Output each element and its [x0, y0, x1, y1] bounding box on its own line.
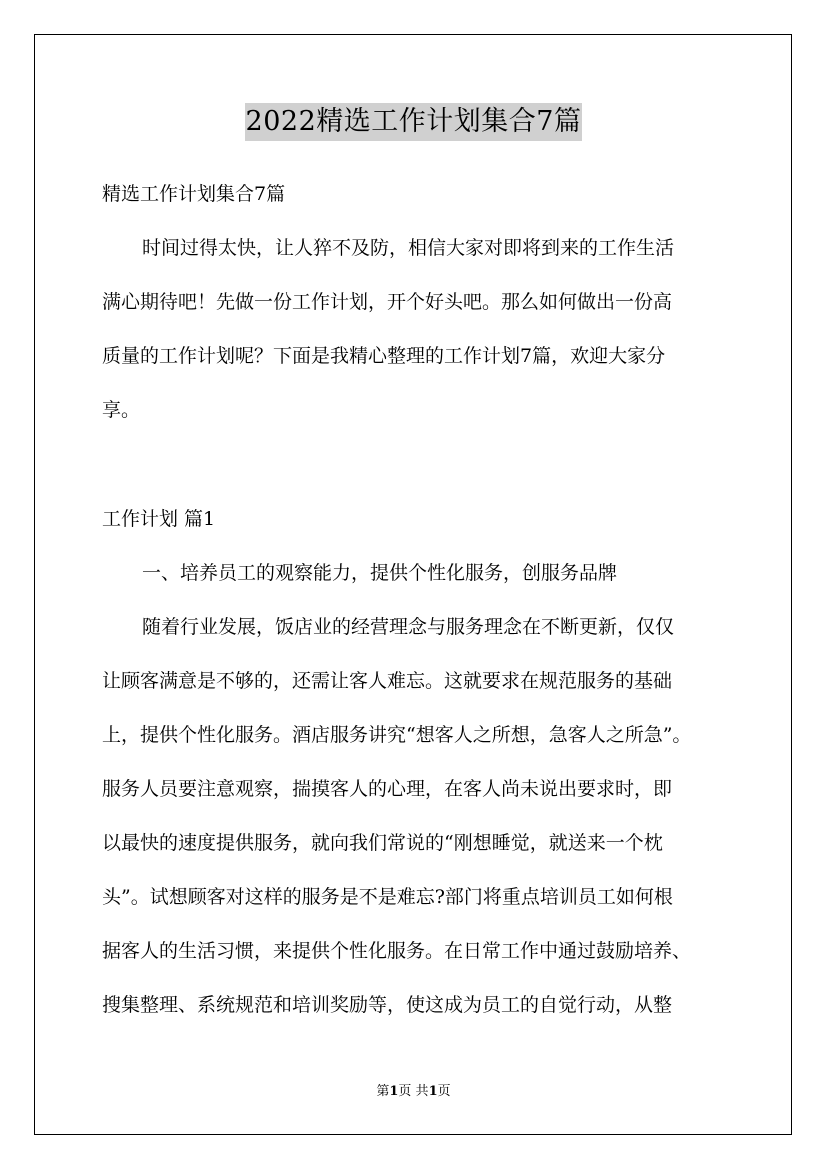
- footer-suffix: 页: [437, 1084, 451, 1099]
- text-line: 搜集整理、系统规范和培训奖励等，使这成为员工的自觉行动，从整: [102, 994, 673, 1016]
- text-line: 时间过得太快，让人猝不及防，相信大家对即将到来的工作生活: [142, 237, 675, 259]
- text-line: 服务人员要注意观察，揣摸客人的心理，在客人尚未说出要求时，即: [102, 778, 673, 800]
- subtitle-line: 精选工作计划集合7篇: [102, 183, 286, 205]
- section-heading: 工作计划 篇1: [102, 508, 216, 530]
- text-line: 以最快的速度提供服务，就向我们常说的“刚想睡觉，就送来一个枕: [102, 832, 663, 854]
- footer-prefix: 第: [376, 1084, 390, 1099]
- footer-mid: 页 共: [398, 1084, 429, 1099]
- text-line: 一、培养员工的观察能力，提供个性化服务，创服务品牌: [142, 562, 618, 584]
- title-block: [0, 103, 827, 141]
- document-title: 2022精选工作计划集合7篇: [245, 103, 583, 141]
- text-line: 随着行业发展，饭店业的经营理念与服务理念在不断更新，仅仅: [142, 616, 675, 638]
- text-line: 满心期待吧！先做一份工作计划，开个好头吧。那么如何做出一份高: [102, 291, 673, 313]
- total-page-number: 1: [428, 1084, 438, 1099]
- text-line: 上，提供个性化服务。酒店服务讲究“想客人之所想，急客人之所急”。: [102, 724, 692, 746]
- page-footer: [0, 1084, 827, 1100]
- text-line: 据客人的生活习惯，来提供个性化服务。在日常工作中通过鼓励培养、: [102, 940, 692, 962]
- text-line: 享。: [102, 399, 141, 421]
- current-page-number: 1: [389, 1084, 399, 1099]
- text-line: 头”。试想顾客对这样的服务是不是难忘?部门将重点培训员工如何根: [102, 886, 673, 908]
- text-line: 让顾客满意是不够的，还需让客人难忘。这就要求在规范服务的基础: [102, 670, 673, 692]
- text-line: 质量的工作计划呢？下面是我精心整理的工作计划7篇，欢迎大家分: [102, 345, 666, 367]
